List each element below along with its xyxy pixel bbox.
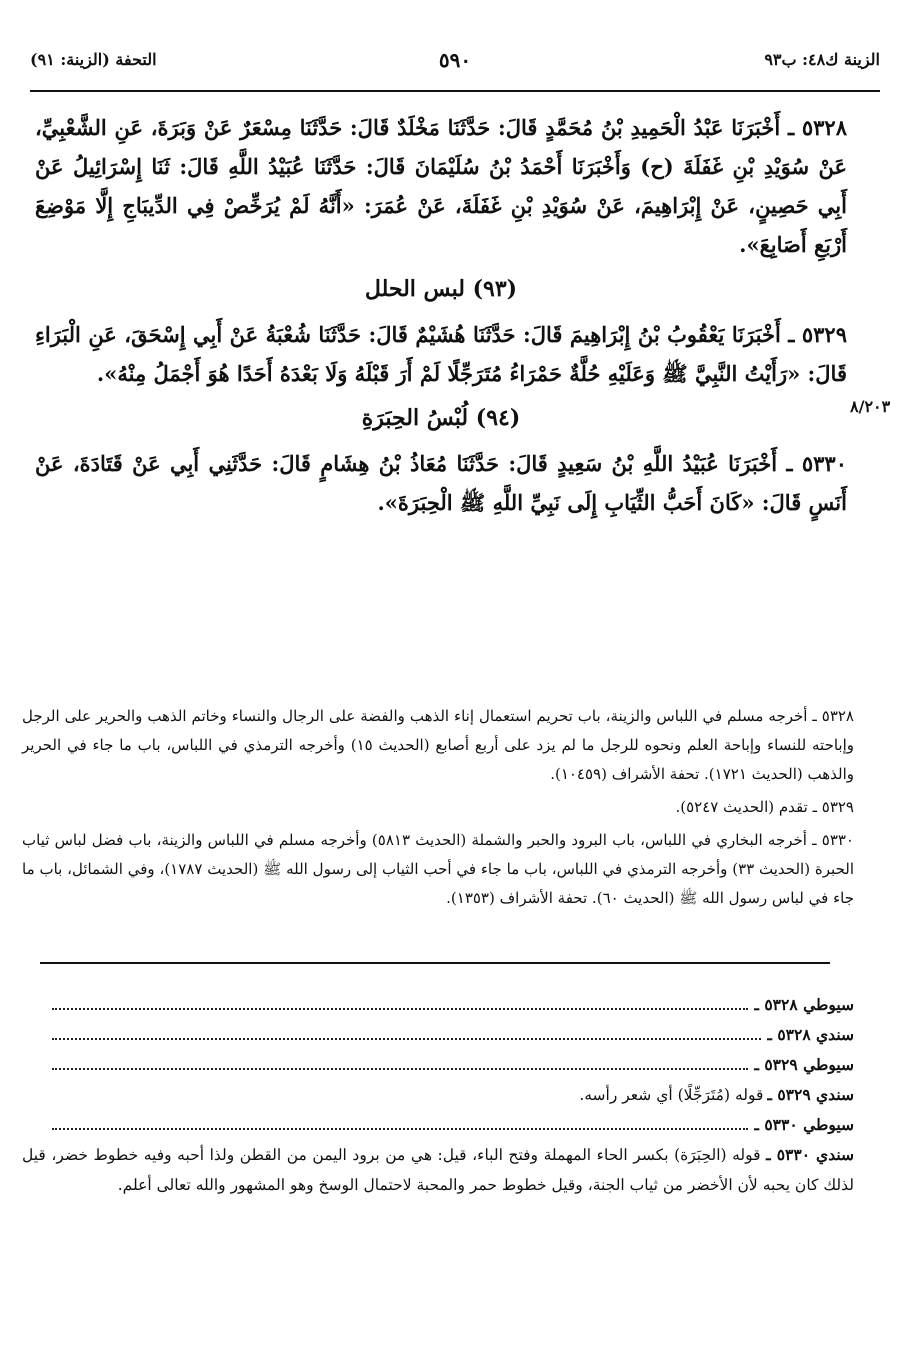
chapter-heading-93: (٩٣) لبس الحلل (364, 276, 518, 302)
chapter-heading-94: (٩٤) لُبْسُ الحِبَرَةِ (361, 405, 521, 431)
header-chapter-ref: الزينة ك٤٨: ب٩٣ (764, 50, 880, 69)
comment-line (22, 1110, 854, 1140)
main-text (35, 108, 847, 522)
hadith-5328: ٥٣٢٨ ـ أَخْبَرَنَا عَبْدُ الْحَمِيدِ بْنُ مُحَمَّدٍ قَالَ: حَدَّثَنَا مَخْلَدٌ قَالَ: حَدَّثَنَا مِسْعَرٌ عَنْ وَبَرَةَ، عَنِ الشَّعْبِيِّ، عَنْ سُوَيْدِ بْنِ غَفَلَةَ (ح) وَأَخْبَرَنَا أَحْمَدُ بْنُ سُلَيْمَانَ قَالَ: حَدَّثَنَا عُبَيْدُ اللَّهِ قَالَ: ثَنَا إِسْرَائِيلُ عَنْ أَبِي حَصِينٍ، عَنْ إِبْرَاهِيمَ، عَنْ سُوَيْدِ بْنِ غَفَلَةَ، عَنْ عُمَرَ: «أَنَّهُ لَمْ يُرَخِّصْ فِي الدِّيبَاجِ إِلَّا مَوْضِعَ أَرْبَعِ أَصَابِعَ». (35, 115, 847, 257)
comment-line (22, 1020, 854, 1050)
header-tuhfa-ref: التحفة (الزينة: ٩١) (30, 50, 157, 69)
comment-paragraph (22, 1140, 854, 1200)
comment-text: قوله (الحِبَرَة) بكسر الحاء المهملة وفتح الباء، قيل: هي من برود اليمن من القطن ولذا أحبه وفيه خطوط خضر، قيل لذلك كان يحبه لأن الأخضر من ثياب الجنة، وقيل خطوط حمر والمحبة لاحتمال الوسخ وهو المشهور والله تعالى أعلم. (22, 1146, 854, 1194)
footnotes (22, 702, 854, 917)
comment-label: سيوطي ٥٣٢٨ ـ (754, 995, 854, 1014)
comment-label: سندي ٥٣٢٩ ـ (767, 1085, 854, 1104)
comment-label: سندي ٥٣٣٠ ـ (766, 1145, 854, 1164)
comment-label: سيوطي ٥٣٣٠ ـ (754, 1115, 854, 1134)
running-header (30, 44, 880, 78)
comment-label: سندي ٥٣٢٨ ـ (767, 1025, 854, 1044)
comment-text: قوله (مُتَرَجِّلًا) أي شعر رأسه. (579, 1086, 764, 1104)
dotted-leader (52, 1068, 748, 1070)
comment-label: سيوطي ٥٣٢٩ ـ (754, 1055, 854, 1074)
comment-line (22, 1050, 854, 1080)
footnote-5328: ٥٣٢٨ ـ أخرجه مسلم في اللباس والزينة، باب تحريم استعمال إناء الذهب والفضة على الرجال والنساء وخاتم الذهب والحرير على الرجل وإباحته للنساء وإباحة العلم ونحوه للرجل ما لم يزد على أربع أصابع (الحديث ١٥) وأخرجه الترمذي في اللباس، باب ما جاء في الحرير والذهب (الحديث ١٧٢١). تحفة الأشراف (١٠٤٥٩). (22, 707, 854, 783)
footnote-5329: ٥٣٢٩ ـ تقدم (الحديث ٥٢٤٧). (675, 798, 854, 816)
hadith-5330: ٥٣٣٠ ـ أَخْبَرَنَا عُبَيْدُ اللَّهِ بْنُ سَعِيدٍ قَالَ: حَدَّثَنَا مُعَاذُ بْنُ هِشَامٍ قَالَ: حَدَّثَنِي أَبِي عَنْ قَتَادَةَ، عَنْ أَنَسٍ قَالَ: «كَانَ أَحَبُّ الثِّيَابِ إِلَى نَبِيِّ اللَّهِ ﷺ الْحِبَرَةَ». (35, 451, 847, 515)
footnote-5330: ٥٣٣٠ ـ أخرجه البخاري في اللباس، باب البرود والحبر والشملة (الحديث ٥٨١٣) وأخرجه مسلم في اللباس والزينة، باب فضل لباس ثياب الحبرة (الحديث ٣٣) وأخرجه الترمذي في اللباس، باب ما جاء في أحب الثياب إلى رسول الله ﷺ (الحديث ١٧٨٧)، وفي الشمائل، باب ما جاء في لباس رسول الله ﷺ (الحديث ٦٠). تحفة الأشراف (١٣٥٣). (22, 831, 854, 907)
footnote-rule (40, 962, 830, 964)
page-number: ٥٩٠ (438, 48, 472, 72)
margin-reference: ٨/٢٠٣ (850, 397, 891, 416)
commentaries (22, 990, 854, 1200)
dotted-leader (52, 1128, 748, 1130)
comment-line (22, 990, 854, 1020)
header-rule (30, 90, 880, 92)
dotted-leader (52, 1038, 761, 1040)
comment-line (22, 1080, 854, 1110)
dotted-leader (52, 1008, 748, 1010)
hadith-5329: ٥٣٢٩ ـ أَخْبَرَنَا يَعْقُوبُ بْنُ إِبْرَاهِيمَ قَالَ: حَدَّثَنَا هُشَيْمٌ قَالَ: حَدَّثَنَا شُعْبَةُ عَنْ أَبِي إِسْحَقَ، عَنِ الْبَرَاءِ قَالَ: «رَأَيْتُ النَّبِيَّ ﷺ وَعَلَيْهِ حُلَّةٌ حَمْرَاءُ مُتَرَجِّلًا لَمْ أَرَ قَبْلَهُ وَلَا بَعْدَهُ أَحَدًا هُوَ أَجْمَلُ مِنْهُ». (35, 322, 847, 386)
